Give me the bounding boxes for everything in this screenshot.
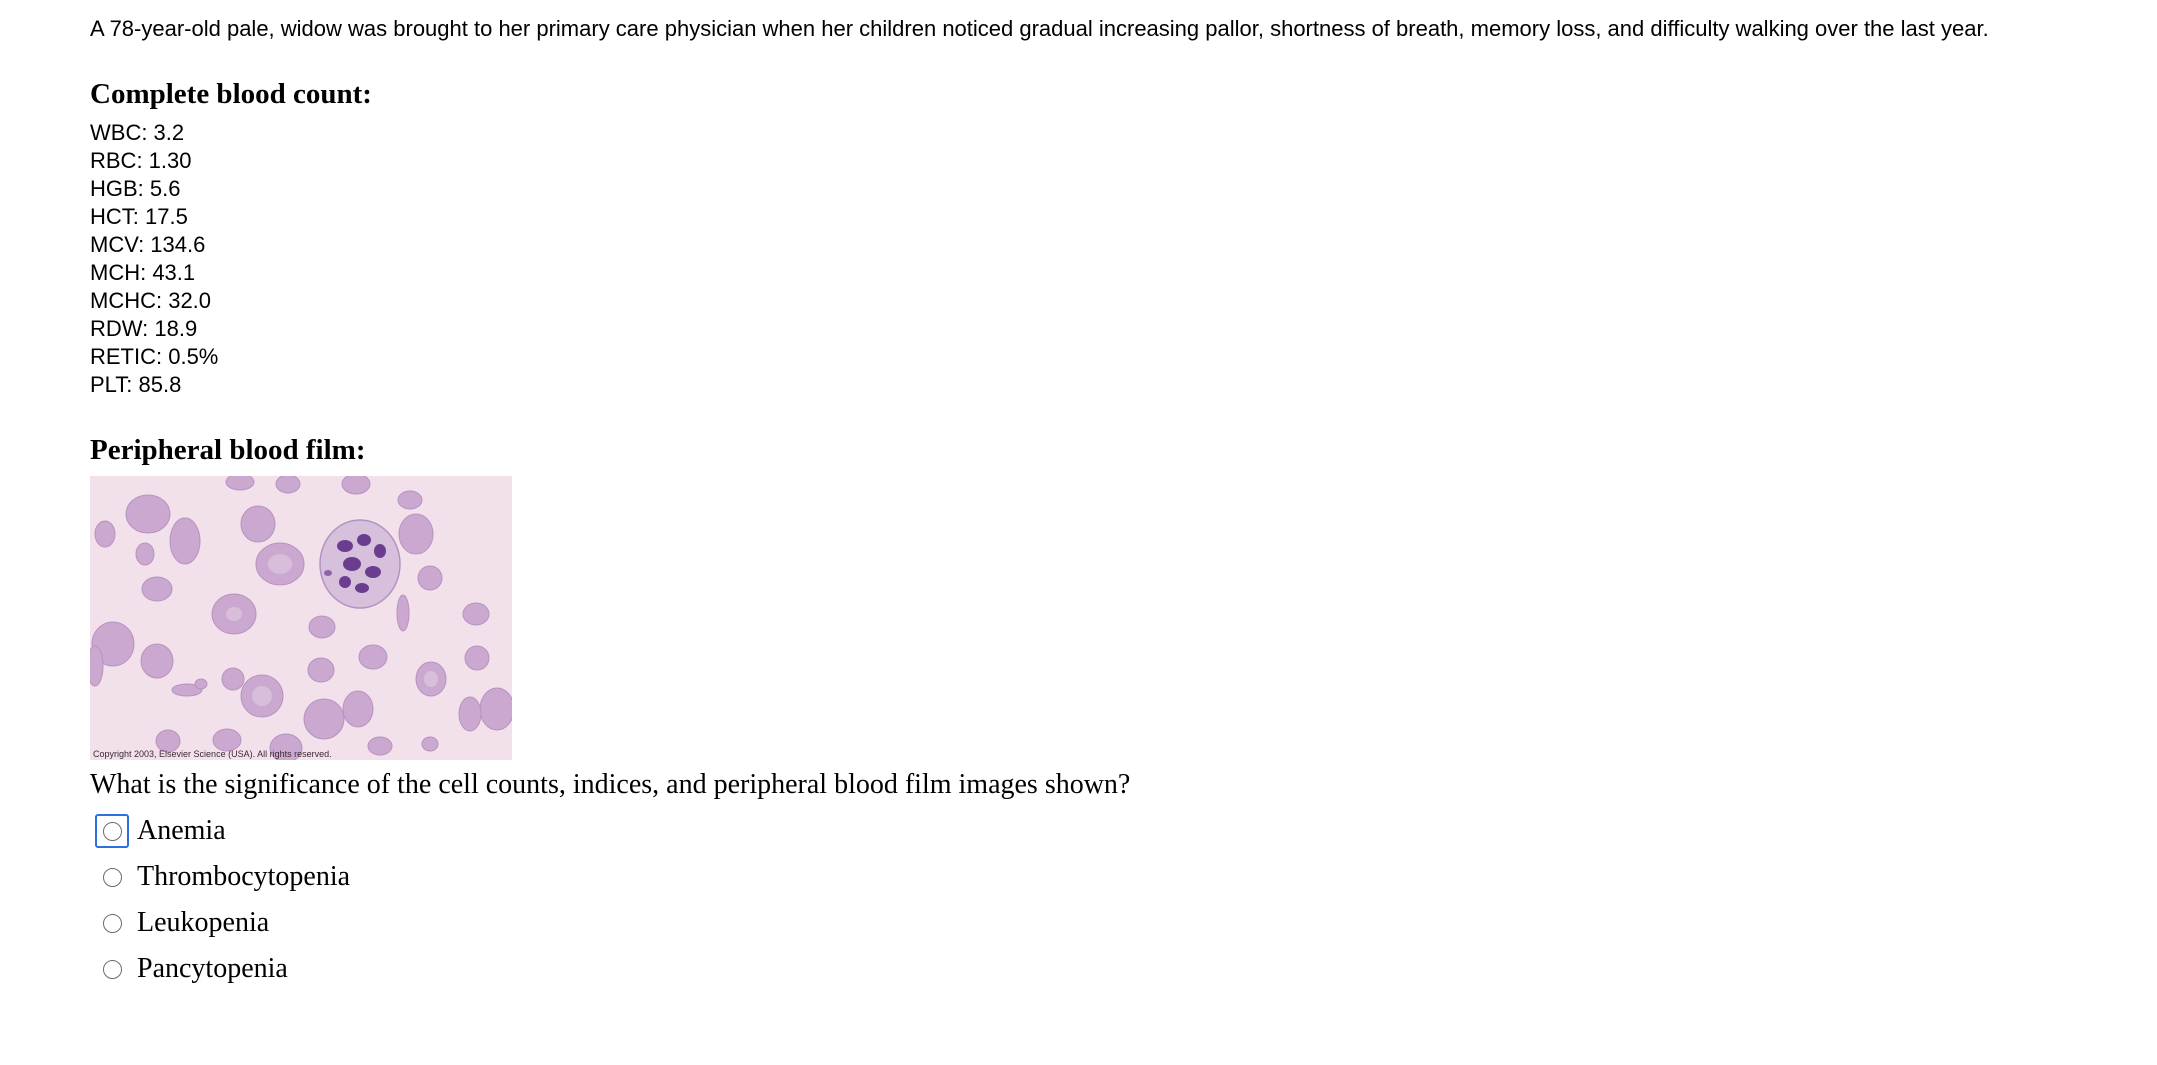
neutrophil-cell [320, 520, 400, 608]
option-leukopenia[interactable] [90, 900, 2100, 946]
radio-button[interactable] [103, 822, 122, 841]
cbc-list [90, 119, 2100, 399]
radio-button[interactable] [103, 914, 122, 933]
option-thrombocytopenia[interactable] [90, 854, 2100, 900]
radio-focus-ring [95, 814, 129, 848]
radio-button[interactable] [103, 868, 122, 887]
cbc-value: RETIC: 0.5% [90, 344, 219, 369]
radio-wrap [95, 860, 129, 894]
cbc-value: RBC: 1.30 [90, 148, 192, 173]
cbc-value: WBC: 3.2 [90, 120, 185, 145]
image-copyright: Copyright 2003, Elsevier Science (USA). All rights reserved. [93, 749, 332, 759]
cbc-value: HCT: 17.5 [90, 204, 188, 229]
option-pancytopenia[interactable] [90, 946, 2100, 992]
cbc-value: RDW: 18.9 [90, 316, 198, 341]
option-label: Anemia [137, 815, 226, 846]
radio-button[interactable] [103, 960, 122, 979]
option-label: Thrombocytopenia [137, 861, 351, 892]
cbc-value: MCHC: 32.0 [90, 288, 212, 313]
cbc-value: MCH: 43.1 [90, 260, 196, 285]
radio-wrap [95, 906, 129, 940]
answer-options [90, 808, 2100, 992]
option-label: Pancytopenia [137, 953, 288, 984]
blood-film-image [90, 476, 512, 760]
cbc-value: MCV: 134.6 [90, 232, 206, 257]
option-anemia[interactable] [90, 808, 2100, 854]
case-intro: A 78-year-old pale, widow was brought to her primary care physician when her children noticed gradual increasing pallor, shortness of breath, memory loss, and difficulty walking over the last year. [90, 16, 1989, 41]
option-label: Leukopenia [137, 907, 270, 938]
radio-wrap [95, 952, 129, 986]
question-text: What is the significance of the cell counts, indices, and peripheral blood film images shown? [90, 769, 1131, 800]
page [90, 0, 2100, 992]
cbc-value: PLT: 85.8 [90, 372, 182, 397]
blood-film-illustration [90, 476, 512, 760]
cbc-heading: Complete blood count: [90, 78, 372, 110]
cbc-value: HGB: 5.6 [90, 176, 181, 201]
film-heading: Peripheral blood film: [90, 434, 366, 466]
